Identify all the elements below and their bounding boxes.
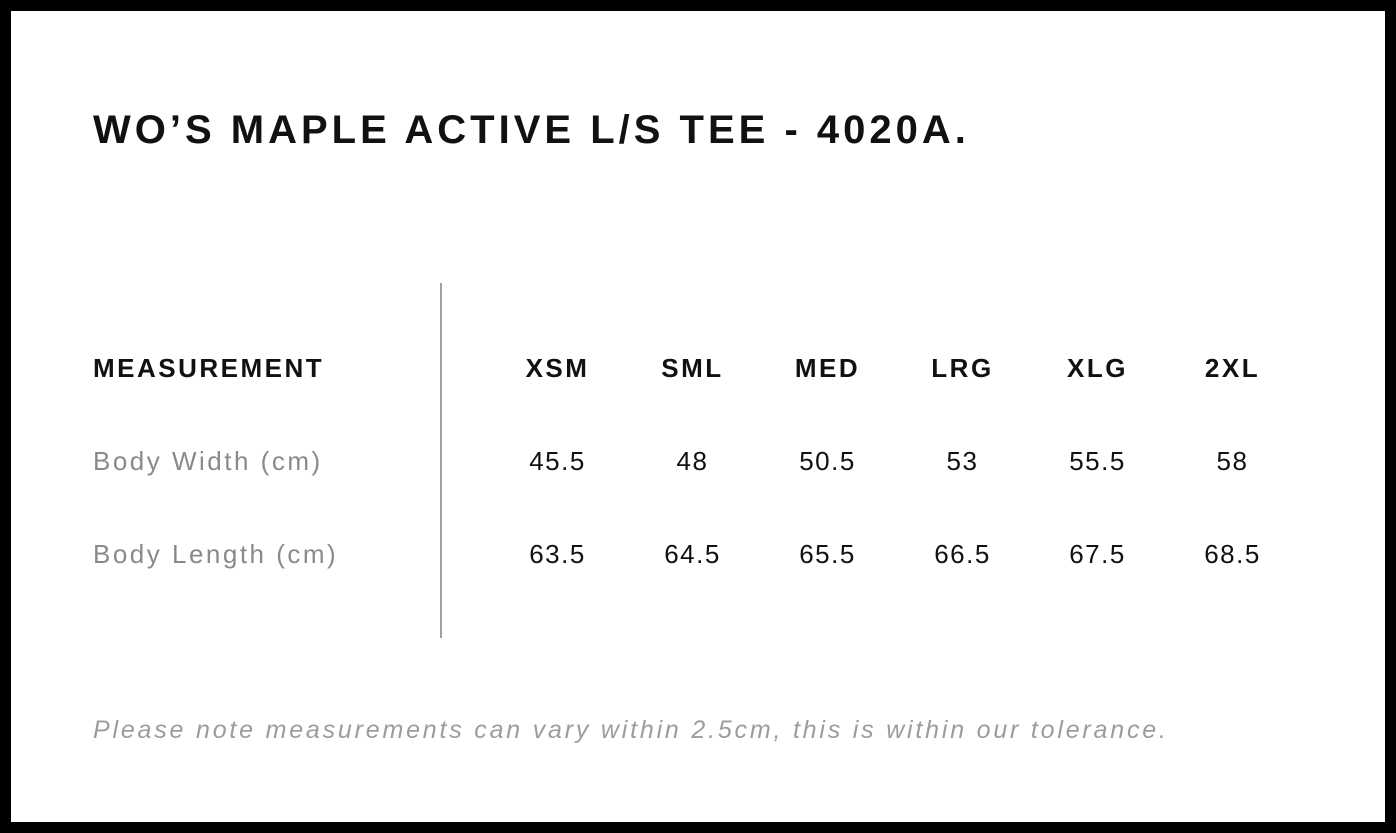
- column-header-med: MED: [794, 353, 861, 383]
- value-body-width-lrg: 53: [946, 446, 979, 476]
- product-title: WO’S MAPLE ACTIVE L/S TEE - 4020A.: [93, 108, 970, 152]
- row-label-body-length: Body Length (cm): [93, 539, 339, 569]
- value-body-width-sml: 48: [676, 446, 709, 476]
- value-body-length-sml: 64.5: [664, 539, 721, 569]
- value-body-width-xlg: 55.5: [1069, 446, 1126, 476]
- column-header-xlg: XLG: [1067, 353, 1128, 383]
- column-header-sml: SML: [661, 353, 724, 383]
- value-body-width-xsm: 45.5: [529, 446, 586, 476]
- size-table: [93, 322, 1300, 601]
- value-body-length-2xl: 68.5: [1204, 539, 1261, 569]
- value-body-width-med: 50.5: [799, 446, 856, 476]
- value-body-length-lrg: 66.5: [934, 539, 991, 569]
- column-header-xsm: XSM: [525, 353, 590, 383]
- tolerance-note: Please note measurements can vary within 2.5cm, this is within our tolerance.: [93, 716, 1169, 744]
- value-body-length-med: 65.5: [799, 539, 856, 569]
- column-header-measurement: MEASUREMENT: [93, 353, 325, 383]
- value-body-length-xlg: 67.5: [1069, 539, 1126, 569]
- value-body-length-xsm: 63.5: [529, 539, 586, 569]
- value-body-width-2xl: 58: [1216, 446, 1249, 476]
- column-header-lrg: LRG: [931, 353, 994, 383]
- row-label-body-width: Body Width (cm): [93, 446, 323, 476]
- column-header-2xl: 2XL: [1204, 353, 1261, 383]
